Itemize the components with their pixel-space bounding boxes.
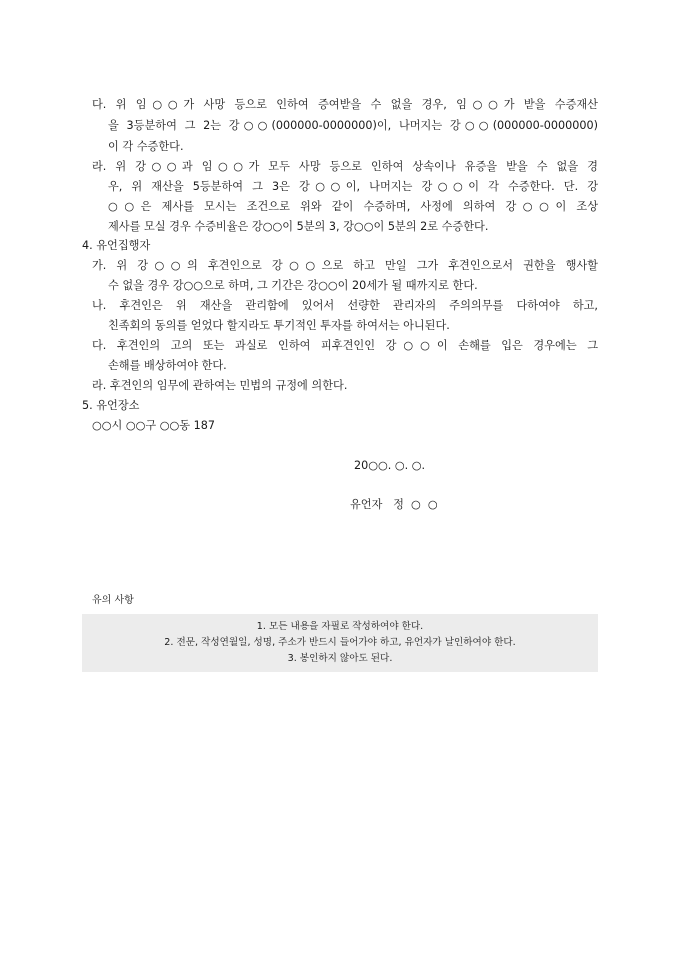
- clause-ra-line-2: 우, 위 재산을 5등분하여 그 3은 강○○이, 나머지는 강○○이 각 수증한다. 단. 강: [108, 180, 598, 193]
- clause-ra-line-1: 라. 위 강○○과 임○○가 모두 사망 등으로 인하여 상속이나 유증을 받을 수 없을 경: [92, 160, 598, 173]
- clause-da-line-1: 다. 위 임○○가 사망 등으로 인하여 증여받을 수 없을 경우, 임○○가 받을 수증재산: [92, 98, 598, 111]
- notes-title: 유의 사항: [92, 595, 134, 606]
- notes-box: [82, 614, 598, 672]
- section-4-heading: 4. 유언집행자: [82, 239, 151, 252]
- clause-da-line-2: 을 3등분하여 그 2는 강○○(000000-0000000)이, 나머지는 강○○(000000-0000000): [108, 119, 598, 132]
- clause-ra-line-4: 제사를 모실 경우 수증비율은 강○○이 5분의 3, 강○○이 5분의 2로 수증한다.: [108, 220, 489, 233]
- note-item: 3. 봉인하지 않아도 된다.: [287, 653, 393, 664]
- executor-da-line-2: 손해를 배상하여야 한다.: [108, 359, 227, 372]
- executor-da-line-1: 다. 후견인의 고의 또는 과실로 인하여 피후견인인 강○○이 손해를 입은 경우에는 그: [92, 339, 598, 352]
- executor-ra-line: 라. 후견인의 임무에 관하여는 민법의 규정에 의한다.: [92, 379, 348, 392]
- will-location: ○○시 ○○구 ○○동 187: [92, 419, 216, 432]
- section-5-heading: 5. 유언장소: [82, 399, 140, 412]
- testator-signature-line: 유언자 정 ○ ○: [350, 498, 438, 511]
- will-date: 20○○. ○. ○.: [354, 459, 426, 472]
- note-item: 2. 전문, 작성연월일, 성명, 주소가 반드시 들어가야 하고, 유언자가 날인하여야 한다.: [164, 637, 516, 648]
- executor-na-line-2: 친족회의 동의를 얻었다 할지라도 투기적인 투자를 하여서는 아니된다.: [108, 319, 450, 332]
- note-item: 1. 모든 내용을 자필로 작성하여야 한다.: [256, 621, 424, 632]
- clause-da-line-3: 이 각 수증한다.: [108, 140, 184, 153]
- executor-ga-line-1: 가. 위 강○○의 후견인으로 강○○으로 하고 만일 그가 후견인으로서 권한을 행사할: [92, 259, 598, 272]
- executor-ga-line-2: 수 없을 경우 강○○으로 하며, 그 기간은 강○○이 20세가 될 때까지로 한다.: [108, 279, 478, 292]
- clause-ra-line-3: ○○은 제사를 모시는 조건으로 위와 같이 수증하며, 사정에 의하여 강○○이 조상: [108, 200, 598, 213]
- executor-na-line-1: 나. 후견인은 위 재산을 관리함에 있어서 선량한 관리자의 주의의무를 다하여야 하고,: [92, 299, 598, 312]
